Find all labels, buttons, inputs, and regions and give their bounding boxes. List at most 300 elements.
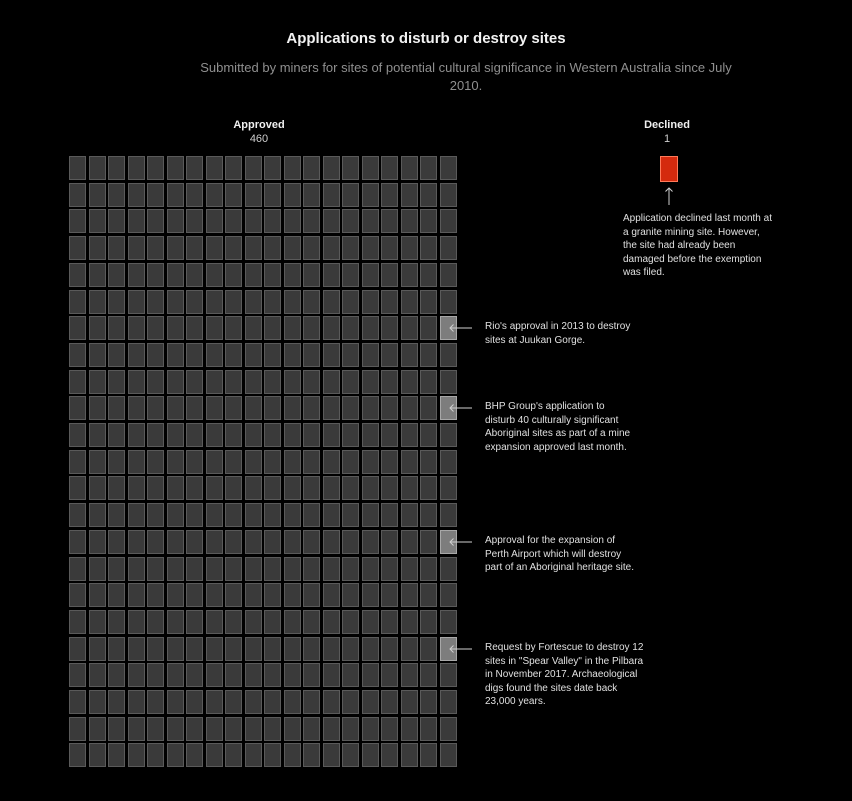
approved-cell [167, 717, 184, 741]
approved-cell [420, 663, 437, 687]
approved-cell [362, 743, 379, 767]
approved-cell [342, 156, 359, 180]
approved-cell [147, 503, 164, 527]
approved-cell [89, 583, 106, 607]
approved-cell [362, 530, 379, 554]
approved-cell [401, 156, 418, 180]
approved-cell [225, 583, 242, 607]
approved-cell [245, 343, 262, 367]
approved-cell [362, 450, 379, 474]
approved-cell [342, 263, 359, 287]
approved-cell [147, 396, 164, 420]
approved-cell [420, 637, 437, 661]
approved-cell [147, 610, 164, 634]
approved-cell [245, 663, 262, 687]
approved-cell [225, 343, 242, 367]
approved-cell [89, 423, 106, 447]
approved-cell [128, 743, 145, 767]
approved-cell [69, 370, 86, 394]
approved-cell [420, 450, 437, 474]
declined-label [627, 118, 707, 146]
approved-cell [245, 610, 262, 634]
approved-cell [89, 316, 106, 340]
approved-cell [284, 370, 301, 394]
approved-cell [440, 236, 457, 260]
approved-label [219, 118, 299, 146]
approved-cell [108, 209, 125, 233]
approved-cell [108, 290, 125, 314]
approved-cell [362, 290, 379, 314]
approved-cell [342, 637, 359, 661]
approved-cell [381, 476, 398, 500]
approved-cell [362, 396, 379, 420]
approved-cell [186, 690, 203, 714]
approved-cell [167, 663, 184, 687]
approved-cell [381, 743, 398, 767]
approved-cell [420, 583, 437, 607]
approved-cell [108, 236, 125, 260]
approved-cell [323, 343, 340, 367]
approved-cell [284, 316, 301, 340]
approved-cell [401, 663, 418, 687]
approved-cell [401, 530, 418, 554]
approved-cell [362, 316, 379, 340]
approved-cell [303, 476, 320, 500]
approved-cell [147, 370, 164, 394]
approved-cell [225, 236, 242, 260]
approved-cell [167, 637, 184, 661]
approved-cell [206, 637, 223, 661]
approved-cell [381, 263, 398, 287]
approved-cell [420, 396, 437, 420]
approved-cell [362, 183, 379, 207]
approved-cell [264, 316, 281, 340]
approved-cell [323, 183, 340, 207]
approved-cell [186, 717, 203, 741]
approved-cell [147, 717, 164, 741]
approved-cell [303, 396, 320, 420]
approved-cell [69, 290, 86, 314]
approved-cell [362, 557, 379, 581]
approved-cell [89, 743, 106, 767]
approved-cell [303, 663, 320, 687]
approved-cell [186, 663, 203, 687]
approved-cell [381, 610, 398, 634]
approved-cell [342, 583, 359, 607]
approved-cell [284, 423, 301, 447]
approved-cell [89, 637, 106, 661]
approved-cell [186, 503, 203, 527]
approved-cell [147, 557, 164, 581]
approved-label-name: Approved [233, 119, 285, 131]
approved-cell [284, 156, 301, 180]
approved-cell [225, 156, 242, 180]
approved-cell [440, 263, 457, 287]
annotation-arrow-icon [448, 537, 474, 547]
approved-cell [245, 637, 262, 661]
approved-cell [108, 423, 125, 447]
approved-cell [245, 583, 262, 607]
approved-cell [323, 610, 340, 634]
approved-cell [245, 396, 262, 420]
approved-cell [186, 743, 203, 767]
approved-cell [401, 717, 418, 741]
approved-cell [420, 156, 437, 180]
approved-cell [420, 423, 437, 447]
approved-cell [401, 503, 418, 527]
approved-cell [225, 370, 242, 394]
approved-cell [401, 370, 418, 394]
approved-cell [225, 610, 242, 634]
approved-cell [128, 610, 145, 634]
approved-cell [245, 236, 262, 260]
approved-cell [225, 637, 242, 661]
approved-cell [225, 663, 242, 687]
approved-cell [245, 717, 262, 741]
approved-cell [167, 503, 184, 527]
approved-cell [303, 290, 320, 314]
approved-cell [245, 503, 262, 527]
approved-cell [128, 290, 145, 314]
approved-cell [284, 583, 301, 607]
approved-cell [381, 663, 398, 687]
approved-cell [206, 423, 223, 447]
approved-cell [186, 290, 203, 314]
approved-cell [440, 290, 457, 314]
approved-cell [69, 557, 86, 581]
approved-cell [245, 476, 262, 500]
approved-cell [167, 690, 184, 714]
approved-cell [284, 183, 301, 207]
approved-cell [186, 396, 203, 420]
approved-cell [128, 637, 145, 661]
approved-cell [381, 156, 398, 180]
approved-cell [186, 263, 203, 287]
approved-cell [206, 396, 223, 420]
approved-cell [420, 690, 437, 714]
declined-arrow-icon [663, 186, 675, 206]
approved-cell [381, 316, 398, 340]
approved-cell [147, 450, 164, 474]
approved-cell [186, 530, 203, 554]
annotation-arrow-icon [448, 323, 474, 333]
approved-cell [128, 583, 145, 607]
approved-cell [108, 156, 125, 180]
approved-cell [401, 423, 418, 447]
approved-cell [342, 370, 359, 394]
approved-cell [147, 316, 164, 340]
approved-cell [303, 316, 320, 340]
approved-cell [420, 476, 437, 500]
annotation-text-2: BHP Group's application to disturb 40 culturally significant Aboriginal sites as part of a mine expansion approved last month. [485, 401, 631, 453]
approved-cell [206, 290, 223, 314]
approved-cell [167, 343, 184, 367]
chart-subtitle: Submitted by miners for sites of potential cultural significance in Western Australia since July 2010. [200, 60, 732, 93]
declined-count: 1 [663, 133, 671, 145]
approved-cell [89, 370, 106, 394]
approved-cell [245, 370, 262, 394]
approved-cell [401, 263, 418, 287]
approved-cell [108, 316, 125, 340]
approved-cell [225, 557, 242, 581]
approved-cell [186, 557, 203, 581]
approved-cell [108, 663, 125, 687]
approved-cell [264, 610, 281, 634]
approved-cell [264, 476, 281, 500]
approved-cell [381, 503, 398, 527]
approved-cell [420, 183, 437, 207]
approved-cell [401, 396, 418, 420]
approved-cell [225, 717, 242, 741]
approved-cell [225, 503, 242, 527]
approved-cell [401, 343, 418, 367]
approved-cell [401, 583, 418, 607]
approved-cell [362, 370, 379, 394]
approved-cell [284, 209, 301, 233]
approved-cell [108, 690, 125, 714]
approved-cell [401, 290, 418, 314]
approved-cell [264, 743, 281, 767]
approved-cell [323, 476, 340, 500]
approved-cell [186, 343, 203, 367]
approved-cell [147, 263, 164, 287]
approved-cell [69, 450, 86, 474]
approved-cell [440, 557, 457, 581]
approved-cell [401, 637, 418, 661]
approved-cell [206, 557, 223, 581]
approved-cell [362, 503, 379, 527]
approved-cell [264, 530, 281, 554]
approved-cell [323, 690, 340, 714]
approved-cell [303, 263, 320, 287]
approved-cell [108, 183, 125, 207]
approved-cell [362, 583, 379, 607]
approved-cell [108, 610, 125, 634]
approved-cell [342, 343, 359, 367]
approved-cell [206, 370, 223, 394]
approved-cell [128, 370, 145, 394]
approved-cell [167, 450, 184, 474]
approved-cell [303, 637, 320, 661]
approved-cell [303, 423, 320, 447]
approved-cell [167, 530, 184, 554]
approved-cell [381, 450, 398, 474]
approved-cell [225, 743, 242, 767]
approved-cell [362, 156, 379, 180]
approved-cell [167, 156, 184, 180]
approved-cell [264, 183, 281, 207]
annotation-text-1: Rio's approval in 2013 to destroy sites at Juukan Gorge. [485, 321, 631, 346]
approved-cell [186, 610, 203, 634]
approved-cell [245, 690, 262, 714]
approved-cell [108, 557, 125, 581]
approved-cell [147, 583, 164, 607]
approved-cell [69, 663, 86, 687]
approved-cell [225, 316, 242, 340]
approved-cell [108, 370, 125, 394]
approved-cell [128, 476, 145, 500]
chart-title: Applications to disturb or destroy sites [286, 30, 566, 47]
approved-cell [381, 583, 398, 607]
approved-cell [89, 396, 106, 420]
approved-cell [89, 156, 106, 180]
approved-cell [420, 343, 437, 367]
approved-cell [225, 183, 242, 207]
approved-cell [89, 450, 106, 474]
approved-cell [264, 236, 281, 260]
approved-cell [440, 183, 457, 207]
approved-cell [342, 316, 359, 340]
approved-cell [89, 557, 106, 581]
approved-cell [323, 423, 340, 447]
approved-cell [108, 717, 125, 741]
approved-cell [303, 610, 320, 634]
approved-cell [69, 743, 86, 767]
approved-cell [206, 263, 223, 287]
approved-cell [342, 743, 359, 767]
approved-cell [323, 637, 340, 661]
approved-cell [108, 530, 125, 554]
approved-cell [89, 717, 106, 741]
approved-cell [401, 236, 418, 260]
approved-cell [186, 370, 203, 394]
approved-cell [420, 503, 437, 527]
approved-cell [284, 610, 301, 634]
approved-cell [303, 717, 320, 741]
approved-cell [128, 503, 145, 527]
approved-cell [69, 316, 86, 340]
approved-cell [89, 610, 106, 634]
approved-cell [245, 316, 262, 340]
approved-cell [167, 263, 184, 287]
approved-cell [225, 396, 242, 420]
approved-cell [342, 503, 359, 527]
approved-cell [69, 690, 86, 714]
approved-cell [381, 370, 398, 394]
approved-cell [420, 263, 437, 287]
approved-cell [69, 396, 86, 420]
approved-cell [206, 690, 223, 714]
approved-cell [69, 209, 86, 233]
approved-cell [264, 557, 281, 581]
approved-cell [323, 503, 340, 527]
approved-cell [381, 343, 398, 367]
approved-cell [69, 583, 86, 607]
approved-cell [167, 610, 184, 634]
approved-cell [206, 209, 223, 233]
approved-cell [69, 637, 86, 661]
approved-cell [264, 263, 281, 287]
approved-cell [342, 183, 359, 207]
approved-cell [225, 476, 242, 500]
approved-cell [225, 290, 242, 314]
approved-cell [303, 557, 320, 581]
approved-cell [167, 476, 184, 500]
approved-cell [381, 637, 398, 661]
approved-cell [323, 370, 340, 394]
approved-cell [225, 263, 242, 287]
approved-cell [342, 690, 359, 714]
approved-cell [420, 557, 437, 581]
approved-cell [167, 743, 184, 767]
approved-cell [303, 156, 320, 180]
approved-cell [167, 316, 184, 340]
approved-cell [440, 156, 457, 180]
approved-cell [303, 370, 320, 394]
approved-cell [89, 236, 106, 260]
approved-cell [342, 423, 359, 447]
approved-cell [225, 423, 242, 447]
approved-cell [147, 290, 164, 314]
approved-cell [284, 290, 301, 314]
approved-cell [225, 530, 242, 554]
approved-cell [401, 557, 418, 581]
approved-cell [440, 690, 457, 714]
approved-cell [381, 423, 398, 447]
approved-cell [323, 743, 340, 767]
approved-cell [147, 236, 164, 260]
approved-cell [401, 209, 418, 233]
approved-cell [264, 370, 281, 394]
approved-cell [245, 183, 262, 207]
approved-cell [245, 450, 262, 474]
approved-cell [167, 370, 184, 394]
approved-cell [303, 236, 320, 260]
approved-cell [206, 743, 223, 767]
approved-cell [245, 530, 262, 554]
approved-cell [420, 743, 437, 767]
approved-cell [108, 263, 125, 287]
approved-cell [69, 717, 86, 741]
approved-cell [323, 450, 340, 474]
approved-cell [264, 343, 281, 367]
approved-cell [89, 183, 106, 207]
approved-cell [89, 343, 106, 367]
approved-cell [440, 450, 457, 474]
approved-waffle-grid [69, 156, 461, 770]
approved-cell [362, 209, 379, 233]
approved-cell [381, 717, 398, 741]
approved-cell [147, 476, 164, 500]
approved-cell [284, 743, 301, 767]
approved-cell [167, 290, 184, 314]
approved-cell [323, 236, 340, 260]
approved-cell [128, 316, 145, 340]
approved-cell [264, 423, 281, 447]
approved-cell [225, 450, 242, 474]
approved-cell [284, 450, 301, 474]
approved-cell [284, 263, 301, 287]
approved-cell [147, 343, 164, 367]
approved-cell [323, 557, 340, 581]
approved-cell [440, 583, 457, 607]
approved-cell [206, 183, 223, 207]
approved-cell [342, 290, 359, 314]
approved-cell [342, 717, 359, 741]
approved-cell [323, 396, 340, 420]
approved-cell [420, 530, 437, 554]
approved-cell [147, 423, 164, 447]
approved-cell [284, 557, 301, 581]
approved-cell [284, 530, 301, 554]
approved-cell [342, 450, 359, 474]
approved-cell [69, 236, 86, 260]
approved-cell [128, 156, 145, 180]
approved-cell [245, 557, 262, 581]
approved-cell [323, 530, 340, 554]
approved-cell [167, 209, 184, 233]
approved-cell [264, 396, 281, 420]
